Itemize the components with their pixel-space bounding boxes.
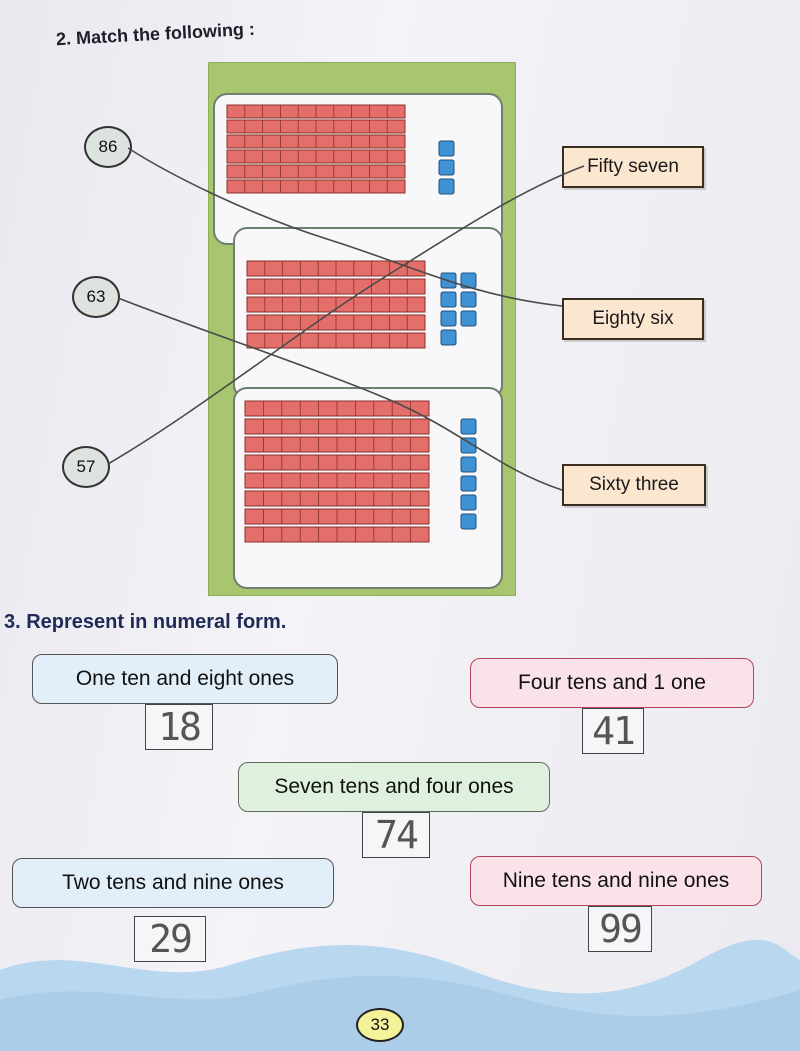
prompt-two-tens-nine-ones: Two tens and nine ones bbox=[12, 858, 334, 908]
number-circle-57[interactable]: 57 bbox=[62, 446, 110, 488]
represent-heading: 3. Represent in numeral form. bbox=[4, 611, 287, 633]
word-box-eighty-six[interactable]: Eighty six bbox=[562, 298, 704, 340]
word-box-sixty-three[interactable]: Sixty three bbox=[562, 464, 706, 506]
prompt-nine-tens-nine-ones: Nine tens and nine ones bbox=[470, 856, 762, 906]
match-line-86 bbox=[128, 148, 562, 306]
page-number: 33 bbox=[356, 1008, 404, 1042]
word-box-fifty-seven[interactable]: Fifty seven bbox=[562, 146, 704, 188]
match-line-57 bbox=[108, 166, 584, 464]
answer-box-1[interactable]: 18 bbox=[145, 704, 213, 750]
match-heading: 2. Match the following : bbox=[55, 18, 256, 50]
answer-box-3[interactable]: 74 bbox=[362, 812, 430, 858]
number-circle-63[interactable]: 63 bbox=[72, 276, 120, 318]
prompt-one-ten-eight-ones: One ten and eight ones bbox=[32, 654, 338, 704]
match-line-63 bbox=[118, 298, 562, 490]
prompt-four-tens-one: Four tens and 1 one bbox=[470, 658, 754, 708]
answer-box-5[interactable]: 99 bbox=[588, 906, 652, 952]
number-circle-86[interactable]: 86 bbox=[84, 126, 132, 168]
prompt-seven-tens-four-ones: Seven tens and four ones bbox=[238, 762, 550, 812]
answer-box-2[interactable]: 41 bbox=[582, 708, 644, 754]
answer-box-4[interactable]: 29 bbox=[134, 916, 206, 962]
